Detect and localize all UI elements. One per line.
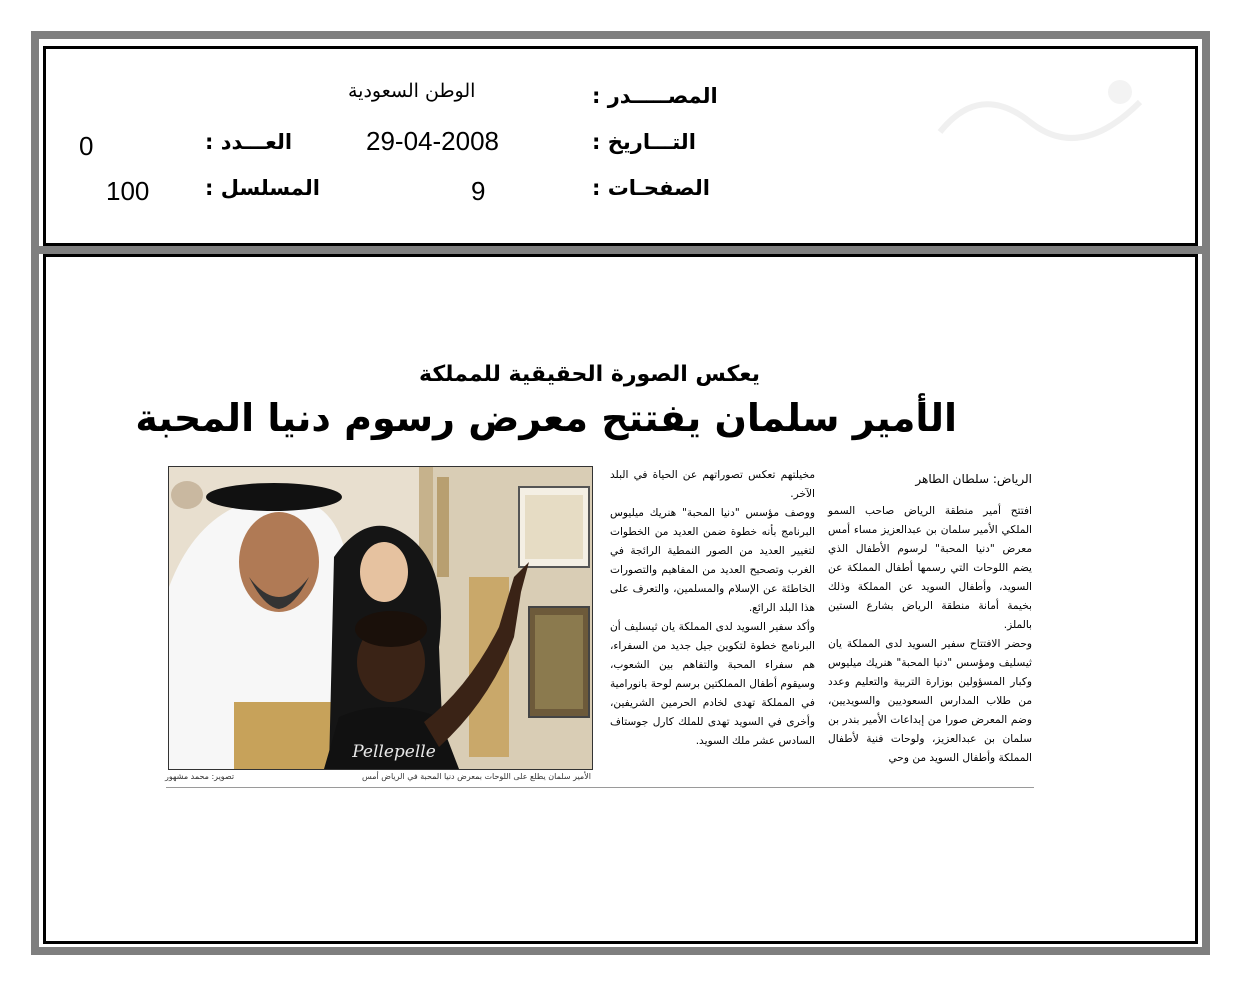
pages-value: 9 bbox=[471, 176, 486, 206]
photo-caption: الأمير سلمان يطلع على اللوحات بمعرض دنيا المحبة في الرياض أمس bbox=[362, 772, 591, 781]
issue-label: العـــدد : bbox=[205, 130, 293, 154]
article-column-2 bbox=[610, 466, 815, 751]
paragraph: مخيلتهم تعكس تصوراتهم عن الحياة في البلد الآخر. bbox=[610, 469, 815, 500]
article-headline: الأمير سلمان يفتتح معرض رسوم دنيا المحبة bbox=[135, 396, 957, 440]
source-label: المصـــــدر : bbox=[592, 84, 718, 108]
article-photo bbox=[168, 466, 593, 770]
date-label: التـــاريخ : bbox=[592, 130, 696, 154]
issue-value: 0 bbox=[79, 131, 94, 161]
shirt-text: Pellepelle bbox=[352, 742, 436, 762]
article-byline: الرياض: سلطان الطاهر bbox=[915, 472, 1032, 486]
serial-value: 100 bbox=[106, 176, 150, 206]
header-separator bbox=[39, 246, 1202, 254]
serial-label: المسلسل : bbox=[205, 176, 320, 200]
article-column-1 bbox=[828, 502, 1032, 768]
article-bottom-rule bbox=[166, 787, 1034, 788]
pages-label: الصفحـات : bbox=[592, 176, 710, 200]
watermark-logo bbox=[920, 62, 1175, 152]
paragraph: ووصف مؤسس "دنيا المحبة" هنريك ميليوس البرنامج بأنه خطوة ضمن العديد من الخطوات لتغيير العديد من الصور النمطية الرائجة في الغرب وتصحيح العديد من المفاهيم والتصورات الخاطئة عن الإسلام والمسلمين، والتعرف على هذا البلد الرائع. bbox=[610, 507, 815, 614]
article-kicker: يعكس الصورة الحقيقية للمملكة bbox=[419, 362, 760, 387]
paragraph: وأكد سفير السويد لدى المملكة يان ثيسليف أن البرنامج خطوة لتكوين جيل جديد من السفراء، هم سفراء المحبة والتفاهم بين الشعوب، وسيقوم أطفال المملكتين برسم لوحة بانورامية في المملكة تهدى لخادم الحرمين الشريفين، وأخرى في السويد تهدى للملك كارل جوستاف السادس عشر ملك السويد. bbox=[610, 621, 815, 747]
date-value: 29-04-2008 bbox=[366, 126, 499, 156]
paragraph: افتتح أمير منطقة الرياض صاحب السمو الملكي الأمير سلمان بن عبدالعزيز مساء أمس معرض "دنيا المحبة" لرسوم الأطفال الذي يضم اللوحات التي رسمها أطفال المملكة عن السويد، وأطفال السويد عن المملكة وذلك بخيمة أمانة منطقة الرياض بشارع الستين بالملز. bbox=[828, 505, 1032, 631]
paragraph: وحضر الافتتاح سفير السويد لدى المملكة يان ثيسليف ومؤسس "دنيا المحبة" هنريك ميليوس وكبار المسؤولين بوزارة التربية والتعليم وعدد من طلاب المدارس السعوديين والسويديين، وضم المعرض صورا من إبداعات الأمير بندر بن سلمان بن عبدالعزيز، ولوحات فنية لأطفال المملكة وأطفال السويد من وحي bbox=[828, 638, 1032, 764]
source-value: الوطن السعودية bbox=[348, 80, 476, 102]
photo-illustration bbox=[169, 467, 592, 769]
photo-credit: تصوير: محمد مشهور bbox=[165, 772, 235, 781]
